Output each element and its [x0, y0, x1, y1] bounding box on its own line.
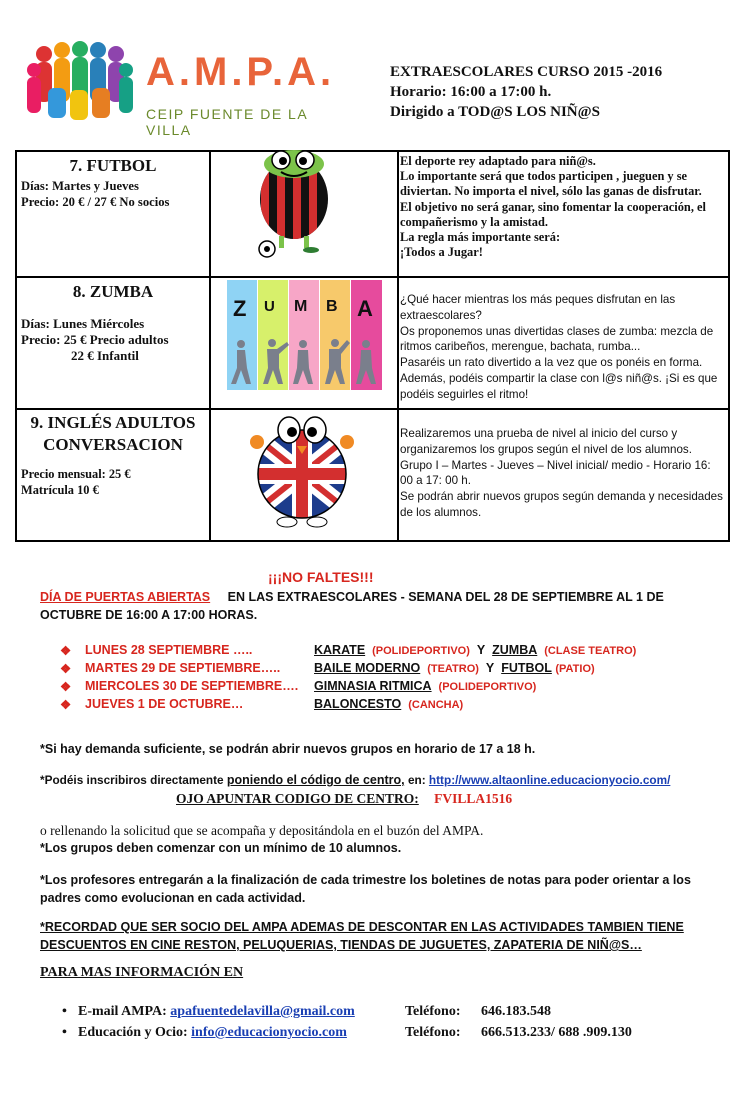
activity-place: (PATIO) [555, 663, 595, 675]
center-code-label: OJO APUNTAR CODIGO DE CENTRO: [176, 791, 419, 806]
desc-line: Se podrán abrir nuevos grupos según demanda y necesidades de los alumnos. [400, 490, 723, 519]
activity-image-cell [209, 152, 399, 276]
activities-table [15, 150, 730, 542]
enroll-en: en: [407, 773, 426, 787]
mailbox-note: o rellenando la solicitud que se acompaña y depositándola en el buzón del AMPA. [40, 823, 484, 838]
activity-place: (POLIDEPORTIVO) [438, 681, 537, 693]
enroll-line [40, 773, 670, 787]
zumba-letter: M [294, 298, 308, 315]
activity-name: ZUMBA [492, 643, 538, 657]
children-circle-icon [22, 40, 142, 125]
phone-label: Teléfono: [405, 1025, 461, 1040]
activity-place: (CLASE TEATRO) [544, 645, 637, 657]
ampa-logo [22, 40, 336, 138]
activity-days: Días: Lunes Miércoles [21, 316, 145, 331]
schedule-day: MARTES 29 DE SEPTIEMBRE….. [85, 661, 281, 675]
enroll-prefix: *Podéis inscribiros directamente [40, 773, 224, 787]
audience: Dirigido a TOD@S LOS NIÑ@S [390, 104, 600, 120]
contact-email[interactable]: info@educacionyocio.com [191, 1025, 347, 1040]
conjunction: Y [476, 643, 486, 657]
open-days-text: EN LAS EXTRAESCOLARES - SEMANA DEL 28 DE SEPTIEMBRE AL 1 DE [227, 590, 664, 604]
activity-title: 8. ZUMBA [72, 282, 154, 301]
activity-info [17, 278, 211, 408]
activity-title-line: 9. INGLÉS ADULTOS [30, 413, 196, 432]
more-info-heading: PARA MAS INFORMACIÓN EN [40, 965, 244, 980]
logo-subtitle: CEIP FUENTE DE LA VILLA [146, 106, 308, 138]
schedule-hours: Horario: 16:00 a 17:00 h. [390, 84, 552, 100]
activity-name: FUTBOL [501, 661, 552, 675]
activity-price: Precio: 20 € / 27 € No socios [21, 195, 170, 209]
activity-image-cell [209, 410, 399, 540]
desc-line: La regla más importante será: [400, 230, 561, 245]
open-days-line [40, 590, 664, 604]
course-title: EXTRAESCOLARES CURSO 2015 -2016 [390, 64, 663, 80]
phone-number: 666.513.233/ 688 .909.130 [481, 1025, 632, 1040]
zumba-letter: Z [233, 296, 247, 321]
zumba-letter: U [264, 298, 275, 315]
bullet-icon: ❖ [60, 698, 72, 712]
activity-info [17, 410, 211, 540]
activity-price: Precio: 25 € Precio adultos [21, 332, 169, 347]
phone-label: Teléfono: [405, 1004, 461, 1019]
schedule-activities [314, 643, 636, 657]
activity-place: (POLIDEPORTIVO) [372, 645, 470, 657]
center-code-value: FVILLA1516 [434, 791, 513, 806]
members-note-line: DESCUENTOS EN CINE RESTON, PELUQUERIAS, TIENDAS DE JUGUETES, ZAPATERIA DE NIÑ@S… [40, 938, 642, 952]
activity-description [397, 152, 728, 276]
open-days-label: DÍA DE PUERTAS ABIERTAS [40, 590, 211, 604]
desc-line: El deporte rey adaptado para niñ@s. [400, 154, 596, 168]
schedule-activities [314, 661, 595, 675]
contact-email[interactable]: apafuentedelavilla@gmail.com [170, 1004, 355, 1019]
activity-description [397, 278, 728, 408]
activity-title: 7. FUTBOL [69, 156, 157, 175]
bullet-dot-icon: • [62, 1004, 67, 1019]
desc-line: ¿Qué hacer mientras los más peques disfrutan en las extraescolares? [400, 293, 676, 322]
desc-line: Pasaréis un rato divertido a la vez que os ponéis en forma. Además, podéis compartir la clase con l@s niñ@s. ¡Si es que podéis seguirles el ritmo! [400, 356, 718, 401]
activity-row-ingles [17, 410, 728, 540]
activity-place: (CANCHA) [408, 699, 464, 711]
zumba-banner [227, 280, 382, 390]
activity-place: (TEATRO) [427, 663, 479, 675]
desc-line: Os proponemos unas divertidas clases de zumba: mezcla de ritmos caribeños, merengue, bachata, rumba... [400, 324, 714, 354]
contact-item-ampa [62, 1004, 551, 1020]
activity-image-cell [209, 278, 399, 408]
desc-line: Lo importante será que todos participen , jueguen y se diviertan. No importa el nivel, sólo las ganas de disfrutar. [400, 169, 702, 199]
schedule-activities [314, 697, 463, 711]
enroll-link[interactable]: http://www.altaonline.educacionyocio.com/ [428, 773, 671, 787]
logo-text: A.M.P.A. [146, 50, 336, 94]
activity-title [17, 412, 209, 456]
header-info [390, 62, 730, 122]
schedule-day: LUNES 28 SEPTIEMBRE ….. [85, 643, 253, 657]
activity-title-line: CONVERSACION [43, 435, 183, 454]
uk-flag-mascot-icon [247, 412, 357, 532]
phone-number: 646.183.548 [481, 1004, 551, 1019]
schedule-day: MIERCOLES 30 DE SEPTIEMBRE…. [85, 679, 299, 693]
desc-line: Grupo I – Martes - Jueves – Nivel inicial/ medio - Horario 16: 00 a 17: 00 h. [400, 458, 711, 488]
enroll-mid: poniendo el código de centro, [226, 773, 405, 787]
members-note [40, 918, 684, 954]
activity-description [397, 410, 728, 540]
activity-row-zumba [17, 278, 728, 410]
activity-name: GIMNASIA RITMICA [314, 679, 432, 693]
bullet-icon: ❖ [60, 680, 72, 694]
activity-row-futbol [17, 152, 728, 278]
contact-label: E-mail AMPA: [78, 1004, 167, 1019]
members-note-line: *RECORDAD QUE SER SOCIO DEL AMPA ADEMAS DE DESCONTAR EN LAS ACTIVIDADES TAMBIEN TIENE [40, 920, 684, 934]
activity-price-child: 22 € Infantil [71, 348, 139, 363]
desc-line: Realizaremos una prueba de nivel al inicio del curso y organizaremos los grupos según el nivel de los alumnos. [400, 427, 692, 456]
activity-name: BAILE MODERNO [314, 661, 421, 675]
activity-name: KARATE [314, 643, 366, 657]
schedule-day: JUEVES 1 DE OCTUBRE… [85, 697, 244, 711]
teachers-note: *Los profesores entregarán a la finalización de cada trimestre los boletines de notas para poder orientar a los padres como evolucionan en cada actividad. [40, 873, 691, 905]
activity-name: BALONCESTO [314, 697, 402, 711]
activity-registration: Matrícula 10 € [21, 483, 99, 497]
contact-label: Educación y Ocio: [78, 1025, 188, 1040]
activity-days: Días: Martes y Jueves [21, 179, 139, 193]
schedule-activities [314, 679, 536, 693]
min-students-note: *Los grupos deben comenzar con un mínimo de 10 alumnos. [40, 841, 402, 855]
bullet-icon: ❖ [60, 644, 72, 658]
desc-line: El objetivo no será ganar, sino fomentar la cooperación, el compañerismo y la amistad. [400, 199, 706, 229]
bullet-icon: ❖ [60, 662, 72, 676]
activity-price: Precio mensual: 25 € [21, 467, 131, 481]
conjunction: Y [485, 661, 495, 675]
center-code-line [176, 791, 512, 807]
open-days-line2: OCTUBRE DE 16:00 A 17:00 HORAS. [40, 608, 258, 622]
desc-line: ¡Todos a Jugar! [400, 245, 483, 260]
zumba-letter: A [357, 296, 373, 321]
bullet-dot-icon: • [62, 1025, 67, 1040]
zumba-letter: B [326, 298, 338, 315]
activity-info [17, 152, 211, 276]
football-mascot-icon [239, 144, 349, 259]
contact-item-educacion [62, 1025, 632, 1041]
no-faltes-heading: ¡¡¡NO FALTES!!! [268, 569, 374, 585]
dancers-icon [227, 338, 382, 388]
extra-groups-note: *Si hay demanda suficiente, se podrán abrir nuevos grupos en horario de 17 a 18 h. [40, 742, 536, 756]
